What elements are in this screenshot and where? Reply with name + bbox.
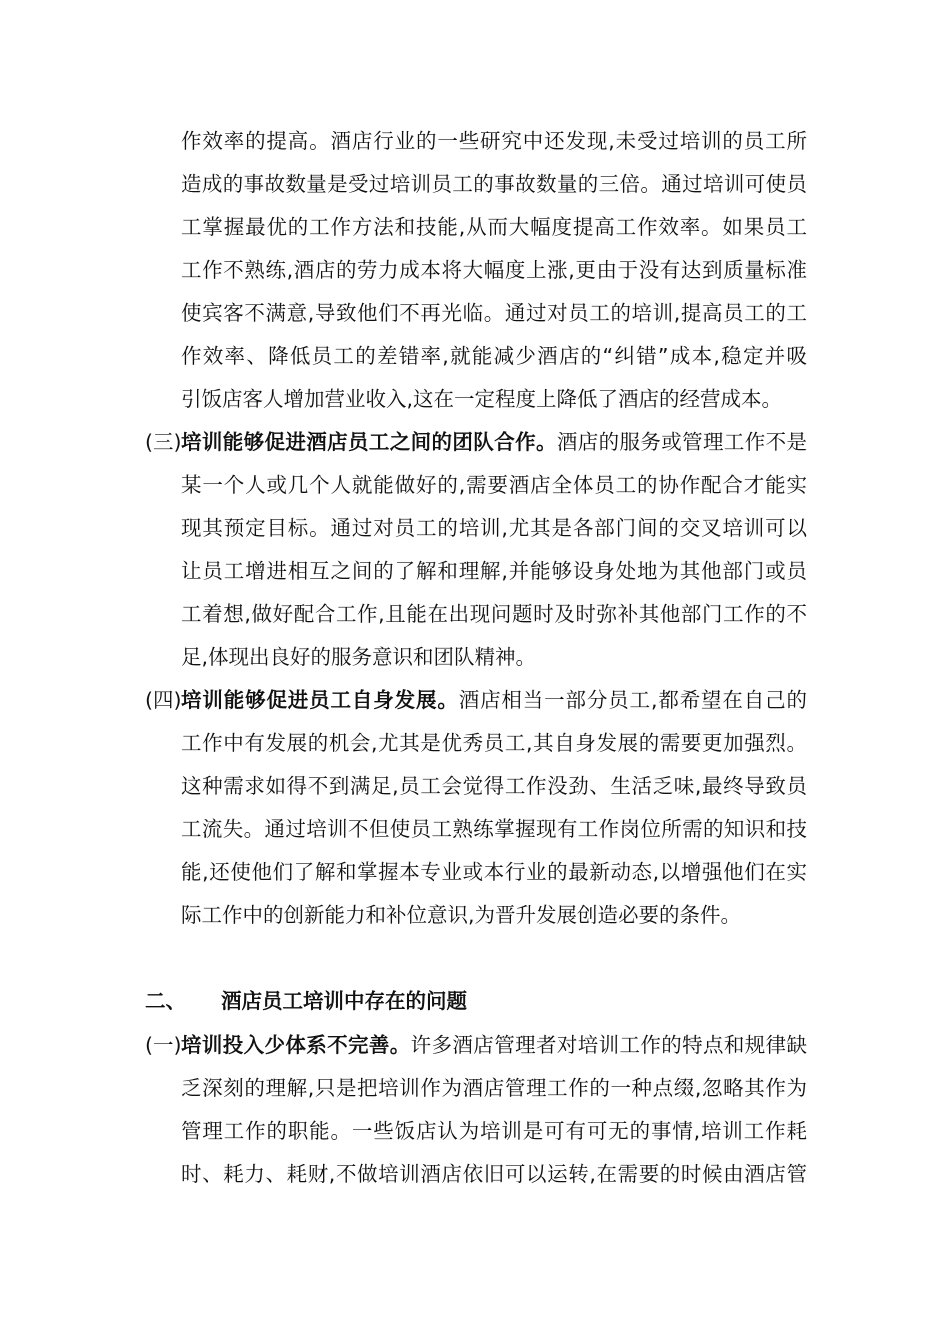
text-line: 际工作中的创新能力和补位意识,为晋升发展创造必要的条件。 [181, 903, 742, 927]
text-line: 使宾客不满意,导致他们不再光临。通过对员工的培训,提高员工的工 [181, 301, 807, 325]
text-line: 作效率的提高。酒店行业的一些研究中还发现,未受过培训的员工所 [181, 129, 807, 153]
text-line: 作效率、降低员工的差错率,就能减少酒店的“纠错”成本,稳定并吸 [181, 344, 807, 368]
text-line: 让员工增进相互之间的了解和理解,并能够设身处地为其他部门或员 [181, 559, 807, 583]
text-line: 工着想,做好配合工作,且能在出现问题时及时弥补其他部门工作的不 [181, 602, 807, 626]
text-line: 现其预定目标。通过对员工的培训,尤其是各部门间的交叉培训可以 [181, 516, 807, 540]
item-lead-rest: 许多酒店管理者对培训工作的特点和规律缺 [410, 1033, 807, 1057]
text-line [181, 428, 807, 457]
text-line: 这种需求如得不到满足,员工会觉得工作没劲、生活乏味,最终导致员 [181, 774, 807, 798]
text-line: 引饭店客人增加营业收入,这在一定程度上降低了酒店的经营成本。 [181, 387, 783, 411]
text-line: 乏深刻的理解,只是把培训作为酒店管理工作的一种点缀,忽略其作为 [181, 1076, 807, 1100]
item-lead-rest: 酒店相当一部分员工,都希望在自己的 [458, 688, 808, 712]
item-lead-rest: 酒店的服务或管理工作不是 [556, 430, 807, 454]
text-line: 工流失。通过培训不但使员工熟练掌握现有工作岗位所需的知识和技 [181, 817, 807, 841]
item-lead-bold: 培训能够促进酒店员工之间的团队合作。 [181, 430, 557, 454]
text-line: 工作中有发展的机会,尤其是优秀员工,其自身发展的需要更加强烈。 [181, 731, 807, 755]
text-line: 某一个人或几个人就能做好的,需要酒店全体员工的协作配合才能实 [181, 473, 807, 497]
text-line [181, 686, 807, 715]
list-marker: (四) [145, 688, 182, 712]
text-line: 能,还使他们了解和掌握本专业或本行业的最新动态,以增强他们在实 [181, 860, 807, 884]
item-lead-bold: 培训能够促进员工自身发展。 [181, 688, 459, 712]
text-line: 造成的事故数量是受过培训员工的事故数量的三倍。通过培训可使员 [181, 172, 807, 196]
text-line: 时、耗力、耗财,不做培训酒店依旧可以运转,在需要的时候由酒店管 [181, 1162, 807, 1186]
section-number: 二、 [145, 989, 186, 1013]
list-marker: (一) [145, 1033, 182, 1057]
text-line: 工掌握最优的工作方法和技能,从而大幅度提高工作效率。如果员工 [181, 215, 807, 239]
text-line: 管理工作的职能。一些饭店认为培训是可有可无的事情,培训工作耗 [181, 1119, 807, 1143]
section-title: 酒店员工培训中存在的问题 [221, 989, 467, 1013]
text-line: 工作不熟练,酒店的劳力成本将大幅度上涨,更由于没有达到质量标准 [181, 258, 807, 282]
text-line: 足,体现出良好的服务意识和团队精神。 [181, 645, 537, 669]
item-lead-bold: 培训投入少体系不完善。 [181, 1033, 411, 1057]
text-line [181, 1031, 807, 1060]
list-marker: (三) [145, 430, 182, 454]
